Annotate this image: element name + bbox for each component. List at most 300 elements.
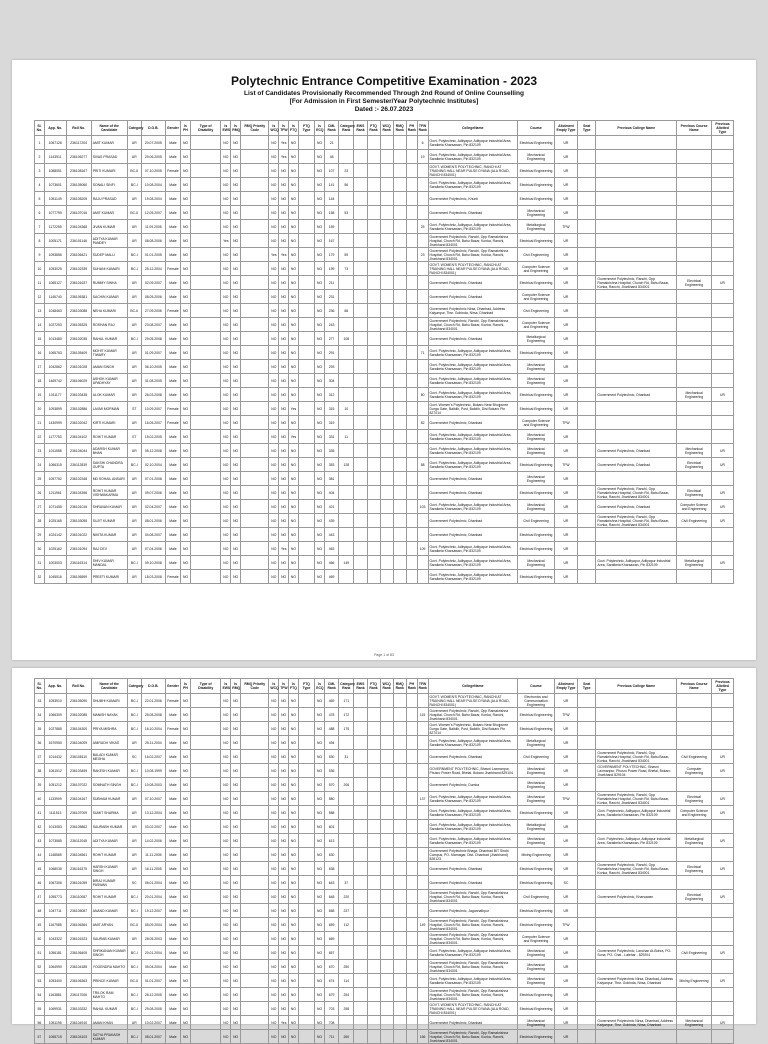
table-cell	[393, 1030, 406, 1044]
table-cell: NO	[289, 764, 299, 778]
table-cell: Male	[165, 862, 180, 876]
table-cell: 6	[417, 136, 428, 150]
table-cell: NO	[231, 1030, 241, 1044]
table-cell: NO	[181, 402, 191, 416]
table-cell	[354, 444, 367, 458]
table-cell: NO	[315, 206, 325, 220]
table-cell	[596, 290, 677, 304]
table-cell: Government Polytechnic, Ranchi, Opp Ramakrishna Hospital, Church Rd, Bahu Bazar, Konka, Ranchi, Jharkhand 834001	[596, 276, 677, 290]
table-cell: NO	[221, 388, 231, 402]
table-cell: Mechanical Engineering	[677, 388, 712, 402]
table-cell: SC	[127, 750, 141, 764]
table-cell: Male	[165, 514, 180, 528]
table-cell: 29	[35, 528, 45, 542]
table-cell	[577, 960, 596, 974]
table-cell	[367, 1016, 380, 1030]
table-cell: NO	[231, 750, 241, 764]
table-cell	[367, 374, 380, 388]
table-cell: 02.04.2007	[141, 500, 165, 514]
column-header: RMQ Rank	[393, 679, 406, 694]
table-cell: 291	[325, 346, 339, 360]
table-cell: 137	[417, 792, 428, 806]
table-cell: UR	[127, 276, 141, 290]
table-cell	[393, 304, 406, 318]
table-cell: NO	[269, 150, 279, 164]
table-cell: UR	[127, 528, 141, 542]
table-cell: NO	[289, 346, 299, 360]
table-cell: 103	[417, 500, 428, 514]
table-cell: NO	[231, 542, 241, 556]
table-cell: NO	[269, 806, 279, 820]
table-cell: 236103332	[66, 1002, 91, 1016]
table-cell	[241, 862, 269, 876]
table-cell: UR	[555, 374, 578, 388]
table-cell: Government Polytechnic, Dhanbad	[428, 276, 517, 290]
table-cell: Male	[165, 750, 180, 764]
table-cell: NO	[269, 220, 279, 234]
table-cell: NO	[221, 722, 231, 736]
table-cell: 20.01.2004	[141, 946, 165, 960]
table-cell	[417, 890, 428, 904]
table-cell: NO	[221, 528, 231, 542]
table-cell	[712, 416, 734, 430]
table-cell	[417, 862, 428, 876]
column-header: Is RMQ	[231, 679, 241, 694]
table-cell: Government Polytechnic, Dhanbad	[596, 458, 677, 472]
table-cell	[354, 848, 367, 862]
table-cell: PRIYA MISHRA	[91, 722, 127, 736]
table-cell: Male	[165, 542, 180, 556]
table-cell: NO	[231, 806, 241, 820]
table-cell	[241, 848, 269, 862]
column-header: Is ECQ	[315, 121, 325, 136]
table-cell	[393, 360, 406, 374]
table-cell: NO	[289, 570, 299, 584]
table-row	[35, 960, 734, 974]
table-cell	[380, 220, 393, 234]
merit-list-table	[34, 120, 734, 584]
table-cell: Male	[165, 778, 180, 792]
table-cell: NO	[231, 430, 241, 444]
table-cell: 18	[35, 374, 45, 388]
table-cell	[339, 932, 354, 946]
table-cell	[577, 164, 596, 178]
table-row	[35, 416, 734, 430]
table-cell	[298, 276, 314, 290]
table-cell: Mining Engineering	[517, 848, 554, 862]
table-cell	[577, 932, 596, 946]
table-cell	[241, 834, 269, 848]
table-cell	[712, 206, 734, 220]
table-cell	[339, 360, 354, 374]
table-cell	[677, 848, 712, 862]
table-cell	[677, 150, 712, 164]
table-cell	[393, 528, 406, 542]
table-cell: NO	[231, 1002, 241, 1016]
table-row	[35, 486, 734, 500]
table-cell	[241, 960, 269, 974]
table-cell: 1670950	[44, 736, 66, 750]
table-cell	[577, 1030, 596, 1044]
table-cell	[190, 514, 221, 528]
table-cell: BC-I	[127, 904, 141, 918]
table-cell: NO	[231, 528, 241, 542]
table-cell: Electrical Engineering	[517, 918, 554, 932]
table-cell: NO	[231, 276, 241, 290]
table-cell: SUMIT SHARMA	[91, 806, 127, 820]
table-cell	[367, 290, 380, 304]
table-cell: UR	[712, 514, 734, 528]
table-cell: 236104300	[66, 722, 91, 736]
table-cell: NO	[221, 472, 231, 486]
table-cell	[677, 290, 712, 304]
table-cell: Government Polytechnic, Dhanbad	[428, 1016, 517, 1030]
table-cell: Government Polytechnic, Dhanbad	[428, 206, 517, 220]
table-cell: 16.11.2005	[141, 862, 165, 876]
column-header: Roll No.	[66, 679, 91, 694]
table-cell: Mechanical Engineering	[517, 374, 554, 388]
table-cell: NO	[221, 374, 231, 388]
table-cell	[298, 164, 314, 178]
table-cell: 236107022	[66, 778, 91, 792]
table-cell: NO	[231, 960, 241, 974]
column-header: Previous Course Name	[677, 121, 712, 136]
table-cell	[393, 904, 406, 918]
table-cell: NO	[181, 736, 191, 750]
table-cell	[241, 556, 269, 570]
table-cell	[406, 848, 417, 862]
table-cell	[241, 136, 269, 150]
table-cell: NO	[289, 862, 299, 876]
table-cell: NO	[181, 694, 191, 708]
table-cell	[393, 262, 406, 276]
table-cell: NO	[181, 778, 191, 792]
table-cell: NO	[269, 988, 279, 1002]
table-cell: NO	[231, 402, 241, 416]
table-cell	[241, 946, 269, 960]
table-cell	[241, 234, 269, 248]
table-cell: Mechanical Engineering	[517, 150, 554, 164]
table-cell	[417, 486, 428, 500]
table-cell: 277	[325, 332, 339, 346]
table-cell: NO	[269, 136, 279, 150]
table-cell: Civil Engineering	[517, 890, 554, 904]
table-cell	[354, 360, 367, 374]
table-cell	[339, 764, 354, 778]
table-cell: 1067126	[44, 136, 66, 150]
table-cell: NO	[289, 458, 299, 472]
table-cell	[596, 694, 677, 708]
table-cell: NO	[279, 304, 289, 318]
table-cell: UR	[127, 290, 141, 304]
table-cell: NO	[269, 932, 279, 946]
table-cell	[354, 904, 367, 918]
table-cell: 236101016	[66, 500, 91, 514]
table-cell: 236103055	[66, 514, 91, 528]
table-cell: NO	[315, 472, 325, 486]
table-cell: NO	[181, 416, 191, 430]
table-cell	[241, 304, 269, 318]
table-cell	[577, 276, 596, 290]
table-cell	[380, 1002, 393, 1016]
table-cell	[354, 192, 367, 206]
table-cell	[380, 290, 393, 304]
table-cell: UR	[712, 500, 734, 514]
table-row	[35, 150, 734, 164]
table-cell	[417, 164, 428, 178]
table-cell: UR	[555, 402, 578, 416]
table-cell: NO	[279, 220, 289, 234]
table-cell	[406, 458, 417, 472]
table-cell	[406, 806, 417, 820]
table-cell: NO	[279, 820, 289, 834]
table-row	[35, 876, 734, 890]
table-cell	[577, 974, 596, 988]
table-cell: 29.05.2008	[141, 332, 165, 346]
table-cell: Metallurgical Engineering	[517, 220, 554, 234]
table-cell: UR	[127, 136, 141, 150]
table-cell	[406, 360, 417, 374]
table-cell: Metallurgical Engineering	[677, 834, 712, 848]
table-cell: UR	[127, 346, 141, 360]
table-cell	[712, 360, 734, 374]
table-cell: Civil Engineering	[517, 750, 554, 764]
table-cell	[380, 750, 393, 764]
table-cell: GOVT. WOMEN'S POLYTECHNIC, RANCHI AT TRAINING HALL NEAR PULSE DYANA (ALA ROAD, RANCHI 834001)	[428, 694, 517, 708]
table-cell: 1073601	[44, 178, 66, 192]
table-cell	[417, 876, 428, 890]
table-cell	[712, 136, 734, 150]
table-cell: 10	[35, 262, 45, 276]
table-cell	[354, 150, 367, 164]
table-cell	[380, 764, 393, 778]
table-cell: UR	[555, 848, 578, 862]
table-cell: NO	[269, 360, 279, 374]
table-cell: 601	[325, 820, 339, 834]
table-cell: 16.02.2007	[141, 750, 165, 764]
table-cell: 18.03.2008	[141, 570, 165, 584]
table-cell: NO	[279, 750, 289, 764]
table-cell: Male	[165, 430, 180, 444]
table-cell: NO	[231, 556, 241, 570]
table-cell	[406, 918, 417, 932]
table-cell	[298, 332, 314, 346]
table-cell: NO	[181, 150, 191, 164]
table-cell: NO	[279, 472, 289, 486]
table-cell	[354, 570, 367, 584]
table-cell	[406, 220, 417, 234]
table-cell: NO	[279, 1030, 289, 1044]
table-cell: 1025165	[44, 514, 66, 528]
table-cell: UR	[712, 276, 734, 290]
table-cell: BC-I	[127, 1030, 141, 1044]
table-cell: SONALI SINFI	[91, 178, 127, 192]
table-cell	[190, 820, 221, 834]
column-header: EWS Rank	[354, 121, 367, 136]
table-cell: NO	[231, 946, 241, 960]
table-cell: 1093899	[44, 402, 66, 416]
table-cell: UR	[127, 472, 141, 486]
table-cell: NO	[289, 890, 299, 904]
table-cell	[393, 458, 406, 472]
table-cell	[298, 402, 314, 416]
table-cell: NO	[231, 764, 241, 778]
table-cell: 06.01.2004	[141, 876, 165, 890]
table-cell: Government Polytechnic, Ranchi, Opp Ramakrishna Hospital, Church Rd, Bahu Bazar, Konka, Ranchi, Jharkhand 834001	[428, 1030, 517, 1044]
table-cell	[190, 750, 221, 764]
table-cell: Govt. Polytechnic, Adityapur, Adityapur Industrial Area, Saraikela Kharsawan, Pin 832109	[428, 500, 517, 514]
table-cell	[677, 876, 712, 890]
table-cell: UR	[712, 834, 734, 848]
table-cell: NO	[279, 290, 289, 304]
table-cell	[393, 178, 406, 192]
table-cell	[298, 834, 314, 848]
table-cell: Government Polytechnic, Dhanbad	[428, 528, 517, 542]
table-cell: NO	[269, 416, 279, 430]
table-cell	[380, 304, 393, 318]
table-cell: Yes	[279, 542, 289, 556]
table-cell	[712, 1030, 734, 1044]
table-cell	[241, 192, 269, 206]
table-cell: 141	[325, 178, 339, 192]
table-cell: NO	[315, 290, 325, 304]
table-cell	[367, 402, 380, 416]
table-cell	[417, 820, 428, 834]
table-cell: NO	[221, 416, 231, 430]
table-cell: LAXMI MORMAN	[91, 402, 127, 416]
table-cell: NO	[269, 178, 279, 192]
table-cell: NO	[289, 164, 299, 178]
table-cell: 1027885	[44, 722, 66, 736]
table-cell: NO	[289, 834, 299, 848]
table-cell: Government Polytechnic, Dhanbad	[428, 514, 517, 528]
table-cell: NO	[289, 500, 299, 514]
table-cell	[712, 932, 734, 946]
table-cell: 15	[35, 332, 45, 346]
table-cell	[393, 932, 406, 946]
table-row	[35, 778, 734, 792]
table-cell: NO	[221, 750, 231, 764]
table-cell: NO	[269, 862, 279, 876]
table-cell: ANIRUDH VIKAS	[91, 736, 127, 750]
table-cell: NO	[231, 876, 241, 890]
column-header: Previous College Name	[596, 121, 677, 136]
table-cell	[577, 192, 596, 206]
table-cell	[406, 332, 417, 346]
table-cell: 28.05.2003	[141, 932, 165, 946]
table-cell	[406, 164, 417, 178]
table-cell: ASHOK KUMAR UPADHYAY	[91, 374, 127, 388]
table-cell: NO	[315, 262, 325, 276]
table-cell: NO	[221, 178, 231, 192]
table-cell	[596, 570, 677, 584]
table-cell: BALADI KUMAR MEGHA	[91, 750, 127, 764]
table-cell	[339, 542, 354, 556]
table-cell: NO	[221, 848, 231, 862]
table-cell: NO	[279, 932, 289, 946]
table-cell: KIRTI KUMARI	[91, 416, 127, 430]
table-cell: RAJU PRASAD	[91, 192, 127, 206]
table-row	[35, 1016, 734, 1030]
table-cell	[241, 276, 269, 290]
table-cell: 24	[35, 458, 45, 472]
table-cell	[577, 430, 596, 444]
column-header: Is FTQ	[289, 121, 299, 136]
table-cell: Government Polytechnic, Ranchi, Opp Ramakrishna Hospital, Church Rd, Bahu Bazar, Konka, Ranchi, Jharkhand 834001	[428, 708, 517, 722]
table-cell	[577, 570, 596, 584]
table-cell	[417, 556, 428, 570]
table-cell	[354, 234, 367, 248]
table-cell	[354, 430, 367, 444]
table-cell	[406, 960, 417, 974]
table-cell	[367, 848, 380, 862]
table-cell: 236101059	[66, 876, 91, 890]
table-cell: NO	[289, 932, 299, 946]
table-cell	[354, 556, 367, 570]
table-cell: 29.06.2005	[141, 150, 165, 164]
table-cell: NO	[269, 346, 279, 360]
table-cell	[298, 750, 314, 764]
table-cell	[577, 876, 596, 890]
table-cell	[354, 806, 367, 820]
table-cell	[190, 876, 221, 890]
table-cell: NO	[231, 360, 241, 374]
table-cell: NO	[279, 974, 289, 988]
table-cell	[380, 192, 393, 206]
column-header: FTQ Type	[298, 679, 314, 694]
table-cell	[367, 486, 380, 500]
table-cell	[298, 960, 314, 974]
table-cell: MOHIT KUMAR TIWARY	[91, 346, 127, 360]
table-cell	[406, 904, 417, 918]
table-cell: Computer Science and Engineering	[517, 262, 554, 276]
table-cell: 206	[339, 778, 354, 792]
table-cell	[298, 500, 314, 514]
table-cell: Govt. Polytechnic, Adityapur, Adityapur Industrial Area, Saraikela Kharsawan, Pin 832109	[428, 736, 517, 750]
table-cell	[241, 764, 269, 778]
table-cell	[596, 708, 677, 722]
table-cell	[190, 346, 221, 360]
table-cell	[380, 136, 393, 150]
column-header: FTQ Type	[298, 121, 314, 136]
table-cell: NO	[315, 220, 325, 234]
table-cell: 56	[35, 1016, 45, 1030]
table-cell	[677, 722, 712, 736]
table-cell	[712, 472, 734, 486]
table-cell: AMAN SINGH	[91, 360, 127, 374]
table-cell	[367, 764, 380, 778]
table-cell: UR	[555, 570, 578, 584]
table-cell: NO	[221, 834, 231, 848]
table-cell: NO	[279, 570, 289, 584]
table-cell	[596, 1002, 677, 1016]
table-cell: SOMNATH SINGH	[91, 778, 127, 792]
table-cell	[354, 708, 367, 722]
table-cell	[393, 862, 406, 876]
table-cell	[190, 556, 221, 570]
table-cell	[354, 778, 367, 792]
table-cell: 236101637	[66, 276, 91, 290]
table-cell	[380, 332, 393, 346]
table-cell: 15.02.2005	[141, 430, 165, 444]
table-cell: NO	[279, 960, 289, 974]
table-cell: SC	[555, 876, 578, 890]
table-cell: 260	[339, 1030, 354, 1044]
table-cell: 26	[35, 486, 45, 500]
table-cell	[712, 694, 734, 708]
table-cell: NO	[279, 736, 289, 750]
table-cell: NO	[279, 806, 289, 820]
